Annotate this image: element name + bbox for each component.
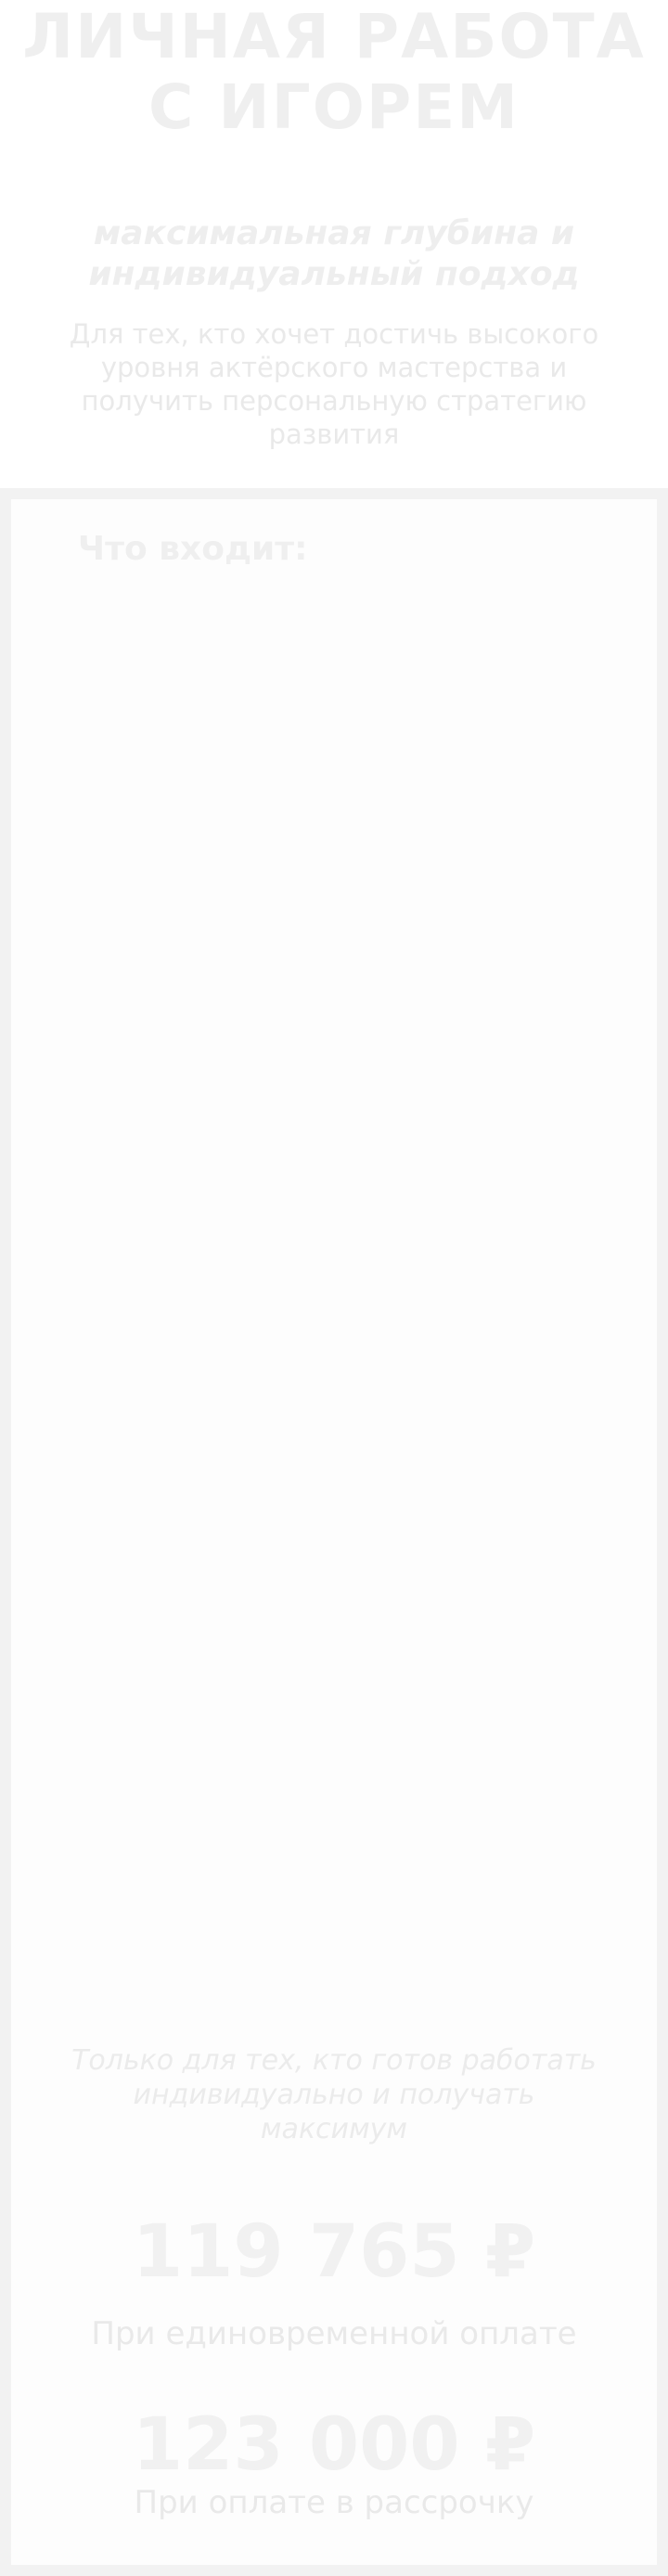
offer-card — [0, 488, 668, 2576]
hero-section — [0, 0, 668, 486]
installment-price-caption: При оплате в рассрочку — [134, 2484, 534, 2521]
includes-list — [78, 601, 597, 2439]
full-price: 119 765 ₽ — [132, 2210, 536, 2294]
full-price-caption: При единовременной оплате — [91, 2315, 577, 2352]
hero-description: Для тех, кто хочет достичь высокого уровня актёрского мастерства и получить персональную стратегию развития — [69, 318, 599, 450]
includes-heading: Что входит: — [78, 530, 308, 568]
hero-title: ЛИЧНАЯ РАБОТА С ИГОРЕМ — [22, 1, 646, 143]
hero-subtitle: максимальная глубина и индивидуальный подход — [88, 214, 580, 293]
installment-price: 123 000 ₽ — [132, 2403, 536, 2487]
offer-note: Только для тех, кто готов работать индивидуально и получать максимум — [71, 2044, 597, 2145]
